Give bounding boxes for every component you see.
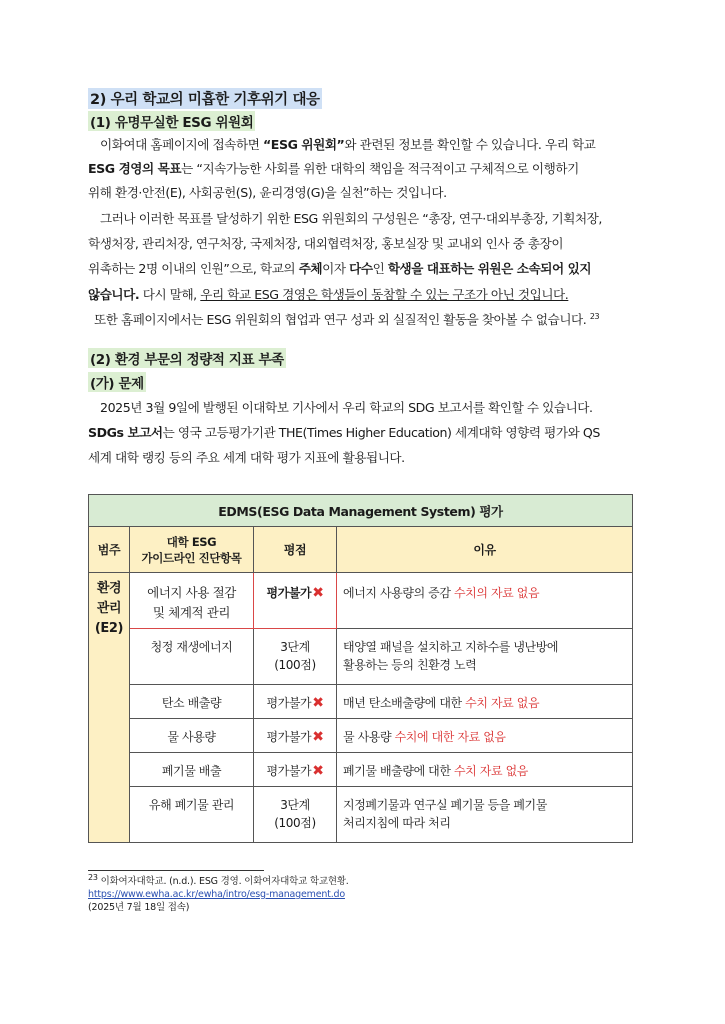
text: 인 — [372, 261, 388, 276]
reason-highlight: 수치 자료 없음 — [465, 696, 540, 710]
reason-cell — [337, 573, 633, 629]
header-category: 범주 — [89, 527, 130, 573]
item-cell — [130, 573, 254, 629]
item-cell: 물 사용량 — [130, 719, 254, 753]
paragraph-2-line-4 — [88, 283, 568, 307]
header-reason: 이유 — [337, 527, 633, 573]
item-cell: 폐기물 배출 — [130, 753, 254, 787]
cross-mark-icon: ✖ — [312, 585, 324, 601]
score-text: 3단계 — [280, 798, 310, 812]
reason-cell — [337, 685, 633, 719]
underlined-text: 우리 학교 ESG 경영은 학생들이 동참할 수 있는 구조가 아닌 것입니다. — [200, 287, 569, 302]
reason-text: 매년 탄소배출량에 대한 — [343, 696, 466, 710]
footnote-ref[interactable]: 23 — [589, 311, 600, 321]
subsection-heading-2 — [88, 348, 286, 368]
paragraph-1-line-1 — [100, 133, 595, 157]
text: 이화여대 홈페이지에 접속하면 — [100, 137, 263, 152]
score-text: 3단계 — [280, 640, 310, 654]
category-line-3: (E2) — [94, 621, 124, 636]
category-line-2: 관리 — [96, 601, 122, 616]
table-title-row — [89, 495, 633, 527]
category-line-1: 환경 — [96, 581, 122, 596]
cross-mark-icon: ✖ — [312, 763, 324, 779]
reason-cell — [337, 753, 633, 787]
text: 다시 말해, — [139, 287, 201, 302]
item-cell: 유해 폐기물 관리 — [130, 787, 254, 843]
reason-text-line-2: 처리지침에 따라 처리 — [343, 816, 451, 830]
score-text: 평가불가 — [266, 764, 312, 778]
paragraph-2-line-3 — [88, 257, 591, 281]
bold-text: 주체 — [298, 261, 323, 276]
bold-text: SDGs 보고서 — [88, 425, 163, 440]
text: 는 영국 고등평가기관 THE(Times Higher Education) 세계대학 영향력 평가와 QS — [162, 425, 600, 440]
score-cell — [254, 719, 337, 753]
header-item — [130, 527, 254, 573]
reason-highlight: 수치에 대한 자료 없음 — [394, 730, 506, 744]
table-header-row — [89, 527, 633, 573]
paragraph-1-line-2 — [88, 157, 579, 181]
item-line-1: 에너지 사용 절감 — [147, 585, 236, 600]
text: 또한 홈페이지에서는 ESG 위원회의 협업과 연구 성과 외 실질적인 활동을 찾아볼 수 없습니다. — [94, 312, 587, 327]
table-row — [89, 753, 633, 787]
reason-highlight: 수치 자료 없음 — [453, 764, 528, 778]
section-heading-text: 2) 우리 학교의 미흡한 기후위기 대응 — [88, 88, 322, 109]
cross-mark-icon: ✖ — [312, 729, 324, 745]
reason-text-line-2: 활용하는 등의 친환경 노력 — [343, 658, 477, 672]
paragraph-3-line-1: 2025년 3월 9일에 발행된 이대학보 기사에서 우리 학교의 SDG 보고서를 확인할 수 있습니다. — [100, 400, 593, 415]
cross-mark-icon: ✖ — [312, 695, 324, 711]
score-text: 평가불가 — [266, 730, 312, 744]
text: 는 “지속가능한 사회를 위한 대학의 책임을 적극적이고 구체적으로 이행하기 — [181, 161, 579, 176]
header-item-line-1: 대학 ESG — [166, 534, 217, 549]
subsection-heading-2a-text: (가) 문제 — [88, 372, 146, 392]
score-text: 평가불가 — [266, 696, 312, 710]
table-row — [89, 573, 633, 629]
bold-text: 않습니다. — [88, 287, 140, 302]
reason-text: 물 사용량 — [343, 730, 395, 744]
header-score: 평점 — [254, 527, 337, 573]
score-subtext: (100점) — [274, 816, 316, 830]
text: 와 관련된 정보를 확인할 수 있습니다. 우리 학교 — [344, 137, 596, 152]
score-cell — [254, 753, 337, 787]
paragraph-3-line-2 — [88, 421, 600, 445]
text: 이자 — [322, 261, 350, 276]
text: 위촉하는 2명 이내의 인원”으로, 학교의 — [88, 261, 299, 276]
footnote-divider — [88, 870, 264, 871]
paragraph-2-line-5 — [94, 308, 599, 332]
table-row — [89, 685, 633, 719]
footnote-line-2 — [88, 889, 345, 902]
score-cell — [254, 629, 337, 685]
table-row — [89, 787, 633, 843]
reason-cell — [337, 787, 633, 843]
header-item-line-2: 가이드라인 진단항목 — [141, 550, 242, 565]
footnote-text: 이화여자대학교. (n.d.). ESG 경영. 이화여자대학교 학교현황. — [97, 876, 349, 887]
score-cell — [254, 787, 337, 843]
reason-text: 지정폐기물과 연구실 폐기물 등을 폐기물 — [343, 798, 547, 812]
paragraph-1-line-3: 위해 환경·안전(E), 사회공헌(S), 윤리경영(G)을 실천”하는 것입니다. — [88, 185, 447, 200]
subsection-heading-1 — [88, 111, 255, 131]
bold-text: 다수 — [349, 261, 373, 276]
subsection-heading-2-text: (2) 환경 부문의 정량적 지표 부족 — [88, 348, 286, 368]
footnote-line-1 — [88, 872, 349, 889]
reason-cell — [337, 719, 633, 753]
score-cell — [254, 573, 337, 629]
section-heading — [88, 88, 322, 109]
bold-text: ESG 경영의 목표 — [88, 161, 182, 176]
reason-cell — [337, 629, 633, 685]
table-title: EDMS(ESG Data Management System) 평가 — [89, 495, 633, 527]
reason-text: 태양열 패널을 설치하고 지하수를 냉난방에 — [343, 640, 559, 654]
paragraph-3-line-3: 세계 대학 랭킹 등의 주요 세계 대학 평가 지표에 활용됩니다. — [88, 450, 405, 465]
category-cell — [89, 573, 130, 843]
score-text: 평가불가 — [266, 586, 312, 600]
bold-text: “ESG 위원회” — [262, 137, 345, 152]
reason-text: 에너지 사용량의 증감 — [343, 586, 454, 600]
score-cell — [254, 685, 337, 719]
reason-text: 폐기물 배출량에 대한 — [343, 764, 454, 778]
item-cell: 청정 재생에너지 — [130, 629, 254, 685]
paragraph-2-line-2: 학생처장, 관리처장, 연구처장, 국제처장, 대외협력처장, 홍보실장 및 교내외 인사 중 총장이 — [88, 236, 564, 251]
edms-evaluation-table — [88, 494, 633, 843]
bold-text: 학생을 대표하는 위원은 소속되어 있지 — [387, 261, 592, 276]
score-subtext: (100점) — [274, 658, 316, 672]
item-line-2: 및 체계적 관리 — [152, 605, 231, 620]
table-row — [89, 629, 633, 685]
subsection-heading-1-text: (1) 유명무실한 ESG 위원회 — [88, 111, 255, 131]
reason-highlight: 수치의 자료 없음 — [453, 586, 540, 600]
footnote-link[interactable]: https://www.ewha.ac.kr/ewha/intro/esg-management.do — [88, 889, 345, 900]
footnote-line-3: (2025년 7월 18일 접속) — [88, 902, 190, 913]
paragraph-2-line-1: 그러나 이러한 목표를 달성하기 위한 ESG 위원회의 구성원은 “총장, 연구·대외부총장, 기획처장, — [100, 211, 602, 226]
footnote-number: 23 — [88, 872, 98, 882]
table-row — [89, 719, 633, 753]
item-cell: 탄소 배출량 — [130, 685, 254, 719]
subsection-heading-2a — [88, 372, 146, 392]
